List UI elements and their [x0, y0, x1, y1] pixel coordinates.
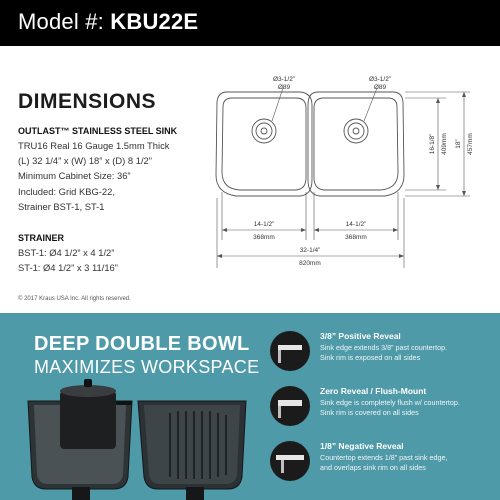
overall-depth-in: 18”: [455, 139, 462, 149]
bowl-depth-mm: 409mm: [441, 133, 448, 155]
spec-panel: [18, 90, 218, 214]
strainer-panel: [18, 233, 118, 275]
positive-reveal-icon: [270, 331, 310, 371]
bowl-right-width-in: 14-1/2”: [345, 221, 367, 228]
overall-width-in: 32-1/4”: [299, 247, 321, 254]
overall-depth-mm: 457mm: [467, 133, 474, 155]
strainer-title: STRAINER: [18, 233, 65, 243]
sink-outline-right: [308, 92, 404, 196]
copyright-text: © 2017 Kraus USA Inc. All rights reserved.: [18, 296, 131, 302]
bowl-left: [222, 98, 306, 190]
sink-title: OUTLAST™ STAINLESS STEEL SINK: [18, 126, 178, 136]
bowl-left-width-mm: 368mm: [253, 234, 275, 241]
feature-panel: [0, 313, 500, 500]
feature-title-line1: DEEP DOUBLE BOWL: [34, 333, 250, 355]
drain-right-dim-mm: Ø89: [373, 84, 387, 91]
reveal-title: 3/8” Positive Reveal: [320, 331, 401, 341]
bowl-right-width-mm: 368mm: [345, 234, 367, 241]
reveal-title: Zero Reveal / Flush-Mount: [320, 386, 427, 396]
dimensions-heading: DIMENSIONS: [18, 90, 157, 113]
drain-right: [344, 119, 368, 143]
reveal-desc: Countertop extends 1/8” past sink edge, and overlaps sink rim on all sides: [320, 453, 448, 472]
bowl-depth-in: 16-1/8”: [429, 133, 436, 155]
reveal-negative: [270, 441, 495, 491]
spec-line: Included: Grid KBG-22,: [18, 185, 115, 197]
model-prefix: Model #:: [18, 9, 111, 34]
drain-left-dim-mm: Ø89: [277, 84, 291, 91]
sink-dimension-drawing: [205, 75, 500, 275]
bowl-right: [314, 98, 398, 190]
spec-line: Minimum Cabinet Size: 36”: [18, 170, 131, 182]
drain-left-dim-in: Ø3-1/2”: [272, 76, 296, 83]
zero-reveal-icon: [270, 386, 310, 426]
sink-outline-left: [216, 92, 312, 196]
bowl-left-width-in: 14-1/2”: [253, 221, 275, 228]
drain-right-dim-in: Ø3-1/2”: [368, 76, 392, 83]
header-bar: [0, 0, 500, 46]
model-number: KBU22E: [110, 9, 199, 34]
sink-cutaway-photo: [20, 377, 250, 500]
strainer-line: ST-1: Ø4 1/2” x 3 11/16”: [18, 262, 118, 274]
model-title: [18, 9, 198, 35]
reveal-positive: [270, 331, 495, 381]
negative-reveal-icon: [270, 441, 310, 481]
spec-line: Strainer BST-1, ST-1: [18, 200, 105, 212]
reveal-desc: Sink edge is completely flush w/ countertop. Sink rim is covered on all sides: [320, 398, 460, 417]
reveal-title: 1/8” Negative Reveal: [320, 441, 404, 451]
feature-title-line2: MAXIMIZES WORKSPACE: [34, 357, 260, 377]
spec-line: TRU16 Real 16 Gauge 1.5mm Thick: [18, 140, 170, 151]
reveal-desc: Sink edge extends 3/8” past countertop. Sink rim is exposed on all sides: [320, 343, 448, 362]
reveal-zero: [270, 386, 495, 436]
spec-line: (L) 32 1/4” x (W) 18” x (D) 8 1/2”: [18, 155, 152, 167]
strainer-line: BST-1: Ø4 1/2” x 4 1/2”: [18, 247, 115, 258]
drain-left: [252, 119, 276, 143]
overall-width-mm: 820mm: [299, 260, 321, 267]
